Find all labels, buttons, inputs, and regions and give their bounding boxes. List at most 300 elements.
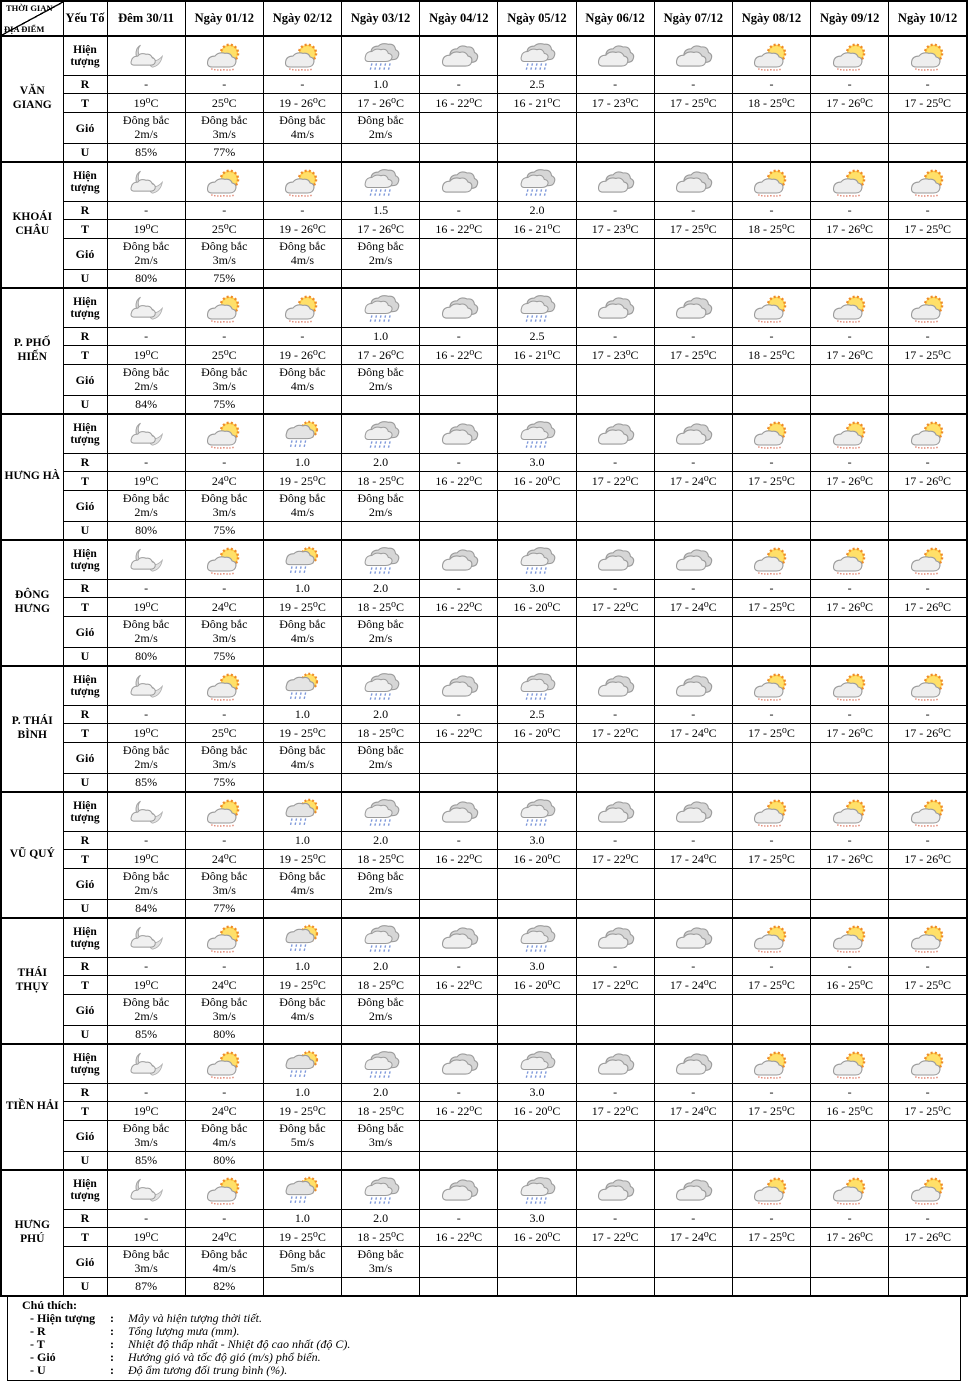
phenomenon-cell (263, 918, 341, 958)
wind-value-cell (576, 365, 654, 396)
humidity-value-cell (263, 522, 341, 541)
sun-cloud-icon (830, 168, 870, 198)
humidity-value-cell: 84% (107, 396, 185, 415)
wind-direction: Đông bắc (357, 113, 404, 128)
wind-value-cell (654, 869, 732, 900)
temp-value-cell: 19⁰C (107, 724, 185, 743)
cloud-icon (673, 1050, 713, 1080)
phenomenon-cell (576, 414, 654, 454)
temp-value-cell: 17 - 25⁰C (654, 94, 732, 113)
rain-value-cell: - (576, 958, 654, 976)
humidity-row (1, 774, 967, 793)
temp-value-cell: 16 - 21⁰C (498, 346, 576, 365)
wind-value-cell (732, 743, 810, 774)
temp-value-cell: 16 - 21⁰C (498, 220, 576, 239)
phenomenon-cell (107, 414, 185, 454)
rain-value-cell: - (420, 706, 498, 724)
phenomenon-cell (263, 540, 341, 580)
phenomenon-cell (811, 1044, 889, 1084)
rain-value-cell: - (811, 706, 889, 724)
wind-speed: 2m/s (368, 757, 393, 771)
wind-value-cell (654, 1121, 732, 1152)
moon-cloud-icon (126, 168, 166, 198)
cloud-icon (673, 672, 713, 702)
location-block-row (1, 36, 967, 76)
location-block-row (1, 540, 967, 580)
rain-value-cell: 1.0 (342, 76, 420, 94)
factor-label-wind: Gió (63, 1121, 107, 1152)
wind-value-cell (576, 491, 654, 522)
wind-direction: Đông bắc (201, 239, 248, 254)
wind-value-cell (732, 113, 810, 144)
wind-direction: Đông bắc (279, 869, 326, 884)
wind-value-cell (576, 1247, 654, 1278)
wind-value-cell (811, 365, 889, 396)
temp-value-cell: 19 - 26⁰C (263, 94, 341, 113)
factor-label-phenomenon: Hiện tượng (63, 792, 107, 832)
legend-item-desc: Hướng gió và tốc độ gió (m/s) phổ biến. (128, 1350, 321, 1365)
rain-cloud-icon (361, 798, 401, 828)
wind-value-cell (342, 113, 420, 144)
factor-label-phenomenon: Hiện tượng (63, 288, 107, 328)
wind-direction: Đông bắc (122, 869, 170, 884)
factor-label-humidity: U (63, 1026, 107, 1045)
temp-value-cell: 19 - 26⁰C (263, 346, 341, 365)
sun-cloud-icon (282, 294, 322, 324)
humidity-value-cell: 77% (185, 144, 263, 163)
rain-cloud-icon (361, 294, 401, 324)
rain-value-cell: - (420, 832, 498, 850)
rain-value-cell: 3.0 (498, 958, 576, 976)
temp-value-cell: 18 - 25⁰C (732, 220, 810, 239)
rain-row (1, 832, 967, 850)
cloud-icon (439, 672, 479, 702)
cloud-icon (595, 798, 635, 828)
humidity-value-cell (263, 144, 341, 163)
wind-direction: Đông bắc (122, 995, 170, 1010)
factor-label-wind: Gió (63, 743, 107, 774)
rain-value-cell: - (889, 1084, 967, 1102)
phenomenon-cell (889, 36, 967, 76)
temp-value-cell: 17 - 25⁰C (732, 976, 810, 995)
temp-value-cell: 17 - 26⁰C (811, 94, 889, 113)
rain-value-cell: 2.0 (342, 1084, 420, 1102)
legend-item-desc: Nhiệt độ thấp nhất - Nhiệt độ cao nhất (độ C). (128, 1337, 351, 1352)
factor-label-temp: T (63, 94, 107, 113)
temp-value-cell: 17 - 26⁰C (342, 220, 420, 239)
phenomenon-cell (576, 792, 654, 832)
rain-value-cell: - (889, 76, 967, 94)
wind-direction: Đông bắc (122, 1121, 170, 1136)
rain-value-cell: - (107, 202, 185, 220)
humidity-value-cell (420, 270, 498, 289)
temp-value-cell: 16 - 20⁰C (498, 724, 576, 743)
phenomenon-cell (420, 162, 498, 202)
humidity-value-cell (342, 648, 420, 667)
factor-label-wind: Gió (63, 869, 107, 900)
phenomenon-cell (420, 288, 498, 328)
temp-value-cell: 16 - 20⁰C (498, 1228, 576, 1247)
humidity-value-cell (811, 1278, 889, 1297)
cloud-icon (673, 1176, 713, 1206)
sun-cloud-icon (204, 1176, 244, 1206)
phenomenon-cell (107, 792, 185, 832)
rain-value-cell: - (576, 1210, 654, 1228)
rain-value-cell: - (811, 958, 889, 976)
phenomenon-cell (342, 1044, 420, 1084)
phenomenon-cell (576, 1044, 654, 1084)
humidity-value-cell (576, 774, 654, 793)
humidity-value-cell (420, 144, 498, 163)
cloud-icon (439, 924, 479, 954)
phenomenon-cell (263, 36, 341, 76)
cloud-icon (673, 546, 713, 576)
humidity-value-cell (732, 396, 810, 415)
sun-cloud-icon (830, 420, 870, 450)
sun-cloud-icon (204, 420, 244, 450)
rain-value-cell: - (732, 454, 810, 472)
sun-cloud-icon (830, 924, 870, 954)
legend-title: Chú thích: (22, 1298, 78, 1312)
sun-cloud-icon (751, 42, 791, 72)
sun-cloud-icon (204, 672, 244, 702)
humidity-value-cell: 75% (185, 774, 263, 793)
temp-row (1, 850, 967, 869)
wind-direction: Đông bắc (201, 743, 248, 758)
rain-value-cell: - (263, 76, 341, 94)
wind-value-cell (732, 1247, 810, 1278)
wind-value-cell (732, 617, 810, 648)
wind-row (1, 1121, 967, 1152)
rain-value-cell: - (889, 706, 967, 724)
temp-value-cell: 17 - 25⁰C (889, 1102, 967, 1121)
wind-speed: 3m/s (134, 1135, 158, 1149)
temp-value-cell: 16 - 25⁰C (811, 1102, 889, 1121)
factor-label-temp: T (63, 1228, 107, 1247)
temp-value-cell: 17 - 22⁰C (576, 1228, 654, 1247)
temp-value-cell: 16 - 22⁰C (420, 346, 498, 365)
wind-value-cell (498, 491, 576, 522)
wind-value-cell (342, 491, 420, 522)
phenomenon-cell (654, 792, 732, 832)
humidity-value-cell (498, 648, 576, 667)
temp-value-cell: 17 - 23⁰C (576, 220, 654, 239)
rain-value-cell: - (732, 580, 810, 598)
wind-direction: Đông bắc (279, 743, 326, 758)
wind-value-cell (185, 1247, 263, 1278)
factor-label-temp: T (63, 220, 107, 239)
phenomenon-cell (654, 918, 732, 958)
humidity-value-cell: 85% (107, 1026, 185, 1045)
humidity-row (1, 1152, 967, 1171)
location-name-cell: HƯNG PHÚ (1, 1170, 63, 1296)
rain-value-cell: - (889, 454, 967, 472)
location-block-row (1, 918, 967, 958)
rain-value-cell: 1.0 (263, 706, 341, 724)
factor-label-temp: T (63, 346, 107, 365)
temp-value-cell: 17 - 22⁰C (576, 598, 654, 617)
humidity-row (1, 900, 967, 919)
wind-value-cell (498, 1247, 576, 1278)
cloud-icon (595, 672, 635, 702)
phenomenon-cell (498, 162, 576, 202)
sun-cloud-icon (204, 1050, 244, 1080)
rain-cloud-icon (517, 420, 557, 450)
phenomenon-cell (732, 666, 810, 706)
humidity-value-cell (654, 648, 732, 667)
wind-value-cell (263, 743, 341, 774)
cloud-icon (595, 168, 635, 198)
wind-value-cell (654, 743, 732, 774)
wind-value-cell (185, 113, 263, 144)
rain-row (1, 202, 967, 220)
wind-row (1, 743, 967, 774)
phenomenon-cell (732, 288, 810, 328)
sun-cloud-icon (908, 294, 948, 324)
humidity-value-cell (654, 1026, 732, 1045)
humidity-value-cell: 85% (107, 774, 185, 793)
location-block-row (1, 162, 967, 202)
humidity-value-cell: 85% (107, 144, 185, 163)
sun-cloud-icon (751, 546, 791, 576)
humidity-value-cell (342, 522, 420, 541)
rain-row (1, 454, 967, 472)
temp-value-cell: 25⁰C (185, 346, 263, 365)
phenomenon-cell (732, 1044, 810, 1084)
wind-direction: Đông bắc (201, 491, 248, 506)
humidity-value-cell: 82% (185, 1278, 263, 1297)
day-header: Ngày 10/12 (889, 1, 967, 36)
rain-value-cell: - (420, 328, 498, 346)
wind-value-cell (889, 1121, 967, 1152)
humidity-value-cell (342, 396, 420, 415)
humidity-value-cell (811, 1026, 889, 1045)
rain-value-cell: 2.5 (498, 706, 576, 724)
temp-row (1, 472, 967, 491)
temp-value-cell: 19⁰C (107, 976, 185, 995)
humidity-value-cell (420, 1026, 498, 1045)
phenomenon-cell (342, 918, 420, 958)
phenomenon-cell (498, 414, 576, 454)
wind-value-cell (185, 1121, 263, 1152)
legend-item-colon: : (110, 1311, 114, 1326)
temp-value-cell: 17 - 24⁰C (654, 976, 732, 995)
temp-value-cell: 18 - 25⁰C (342, 1228, 420, 1247)
humidity-value-cell (420, 774, 498, 793)
wind-value-cell (889, 113, 967, 144)
wind-value-cell (185, 365, 263, 396)
wind-value-cell (185, 743, 263, 774)
humidity-value-cell: 80% (107, 648, 185, 667)
rain-value-cell: - (576, 76, 654, 94)
wind-speed: 2m/s (134, 505, 158, 519)
temp-value-cell: 19⁰C (107, 850, 185, 869)
temp-value-cell: 17 - 26⁰C (889, 850, 967, 869)
wind-direction: Đông bắc (279, 617, 326, 632)
wind-direction: Đông bắc (122, 365, 170, 380)
rain-value-cell: 2.0 (342, 832, 420, 850)
temp-value-cell: 17 - 24⁰C (654, 598, 732, 617)
phenomenon-cell (811, 666, 889, 706)
humidity-value-cell: 75% (185, 270, 263, 289)
location-name-cell: ĐÔNG HƯNG (1, 540, 63, 666)
wind-value-cell (342, 743, 420, 774)
cloud-icon (439, 546, 479, 576)
rain-value-cell: 1.0 (263, 832, 341, 850)
rain-cloud-icon (517, 1050, 557, 1080)
wind-speed: 3m/s (212, 127, 236, 141)
rain-cloud-icon (361, 672, 401, 702)
temp-value-cell: 17 - 25⁰C (889, 976, 967, 995)
rain-value-cell: - (263, 202, 341, 220)
phenomenon-cell (654, 288, 732, 328)
humidity-value-cell (889, 270, 967, 289)
phenomenon-cell (420, 1170, 498, 1210)
factor-label-wind: Gió (63, 491, 107, 522)
rain-row (1, 328, 967, 346)
humidity-value-cell (889, 648, 967, 667)
cloud-icon (673, 42, 713, 72)
humidity-value-cell (732, 522, 810, 541)
wind-value-cell (263, 239, 341, 270)
wind-value-cell (263, 365, 341, 396)
legend-item-colon: : (110, 1324, 114, 1339)
rain-value-cell: 3.0 (498, 1084, 576, 1102)
wind-value-cell (732, 365, 810, 396)
temp-value-cell: 18 - 25⁰C (342, 598, 420, 617)
wind-speed: 2m/s (134, 127, 158, 141)
rain-value-cell: - (889, 832, 967, 850)
phenomenon-cell (107, 36, 185, 76)
humidity-row (1, 648, 967, 667)
wind-value-cell (498, 869, 576, 900)
wind-direction: Đông bắc (357, 239, 404, 254)
temp-value-cell: 16 - 22⁰C (420, 976, 498, 995)
rain-value-cell: - (732, 832, 810, 850)
rain-value-cell: 3.0 (498, 580, 576, 598)
wind-value-cell (107, 239, 185, 270)
humidity-value-cell (498, 522, 576, 541)
temp-value-cell: 19 - 25⁰C (263, 724, 341, 743)
humidity-value-cell (654, 1278, 732, 1297)
sun-cloud-icon (908, 672, 948, 702)
temp-value-cell: 17 - 25⁰C (654, 346, 732, 365)
wind-row (1, 113, 967, 144)
phenomenon-cell (185, 540, 263, 580)
cloud-icon (595, 1050, 635, 1080)
humidity-row (1, 144, 967, 163)
rain-value-cell: - (654, 832, 732, 850)
wind-direction: Đông bắc (357, 491, 404, 506)
factor-label-rain: R (63, 1084, 107, 1102)
wind-speed: 5m/s (290, 1135, 315, 1149)
day-header: Ngày 09/12 (811, 1, 889, 36)
wind-value-cell (342, 1247, 420, 1278)
cloud-icon (595, 42, 635, 72)
humidity-value-cell (498, 1278, 576, 1297)
humidity-value-cell (654, 522, 732, 541)
temp-value-cell: 16 - 20⁰C (498, 1102, 576, 1121)
wind-direction: Đông bắc (279, 491, 326, 506)
phenomenon-cell (732, 414, 810, 454)
wind-value-cell (498, 995, 576, 1026)
temp-row (1, 1228, 967, 1247)
factor-label-rain: R (63, 328, 107, 346)
cloud-icon (595, 924, 635, 954)
wind-value-cell (732, 995, 810, 1026)
phenomenon-cell (263, 666, 341, 706)
factor-label-phenomenon: Hiện tượng (63, 1044, 107, 1084)
legend-item-colon: : (110, 1337, 114, 1352)
rain-value-cell: 1.0 (263, 580, 341, 598)
wind-direction: Đông bắc (279, 113, 326, 128)
phenomenon-cell (498, 918, 576, 958)
phenomenon-cell (732, 162, 810, 202)
location-name-cell: VŨ QUÝ (1, 792, 63, 918)
wind-speed: 4m/s (290, 631, 315, 645)
wind-speed: 3m/s (212, 883, 236, 897)
sun-cloud-icon (751, 924, 791, 954)
rain-value-cell: - (654, 1210, 732, 1228)
sun-cloud-icon (908, 42, 948, 72)
wind-value-cell (107, 617, 185, 648)
rain-value-cell: - (654, 454, 732, 472)
rain-value-cell: - (420, 202, 498, 220)
temp-value-cell: 19 - 25⁰C (263, 850, 341, 869)
cloud-icon (595, 1176, 635, 1206)
wind-speed: 2m/s (368, 379, 393, 393)
temp-value-cell: 17 - 22⁰C (576, 976, 654, 995)
wind-value-cell (811, 1121, 889, 1152)
wind-direction: Đông bắc (279, 995, 326, 1010)
wind-direction: Đông bắc (357, 365, 404, 380)
humidity-value-cell (732, 774, 810, 793)
rain-value-cell: - (654, 202, 732, 220)
legend-item-key: - Gió (30, 1350, 56, 1365)
factor-label-temp: T (63, 1102, 107, 1121)
phenomenon-cell (654, 414, 732, 454)
phenomenon-cell (576, 162, 654, 202)
humidity-value-cell (576, 900, 654, 919)
factor-label-wind: Gió (63, 365, 107, 396)
humidity-value-cell (889, 396, 967, 415)
location-block-row (1, 1044, 967, 1084)
phenomenon-cell (811, 918, 889, 958)
humidity-value-cell (342, 1278, 420, 1297)
rain-value-cell: 3.0 (498, 454, 576, 472)
wind-value-cell (654, 113, 732, 144)
moon-cloud-icon (126, 1176, 166, 1206)
wind-speed: 2m/s (368, 127, 393, 141)
wind-value-cell (889, 239, 967, 270)
moon-cloud-icon (126, 294, 166, 324)
wind-direction: Đông bắc (357, 617, 404, 632)
wind-speed: 2m/s (368, 883, 393, 897)
location-name-cell: HƯNG HÀ (1, 414, 63, 540)
wind-direction: Đông bắc (122, 491, 170, 506)
factor-label-humidity: U (63, 1278, 107, 1297)
phenomenon-cell (654, 540, 732, 580)
humidity-value-cell (732, 1152, 810, 1171)
wind-value-cell (654, 1247, 732, 1278)
phenomenon-cell (185, 36, 263, 76)
phenomenon-cell (263, 1170, 341, 1210)
sun-rain-cloud-icon (282, 546, 322, 576)
rain-value-cell: - (576, 706, 654, 724)
wind-speed: 4m/s (290, 1009, 315, 1023)
humidity-value-cell (263, 1152, 341, 1171)
rain-value-cell: - (576, 580, 654, 598)
